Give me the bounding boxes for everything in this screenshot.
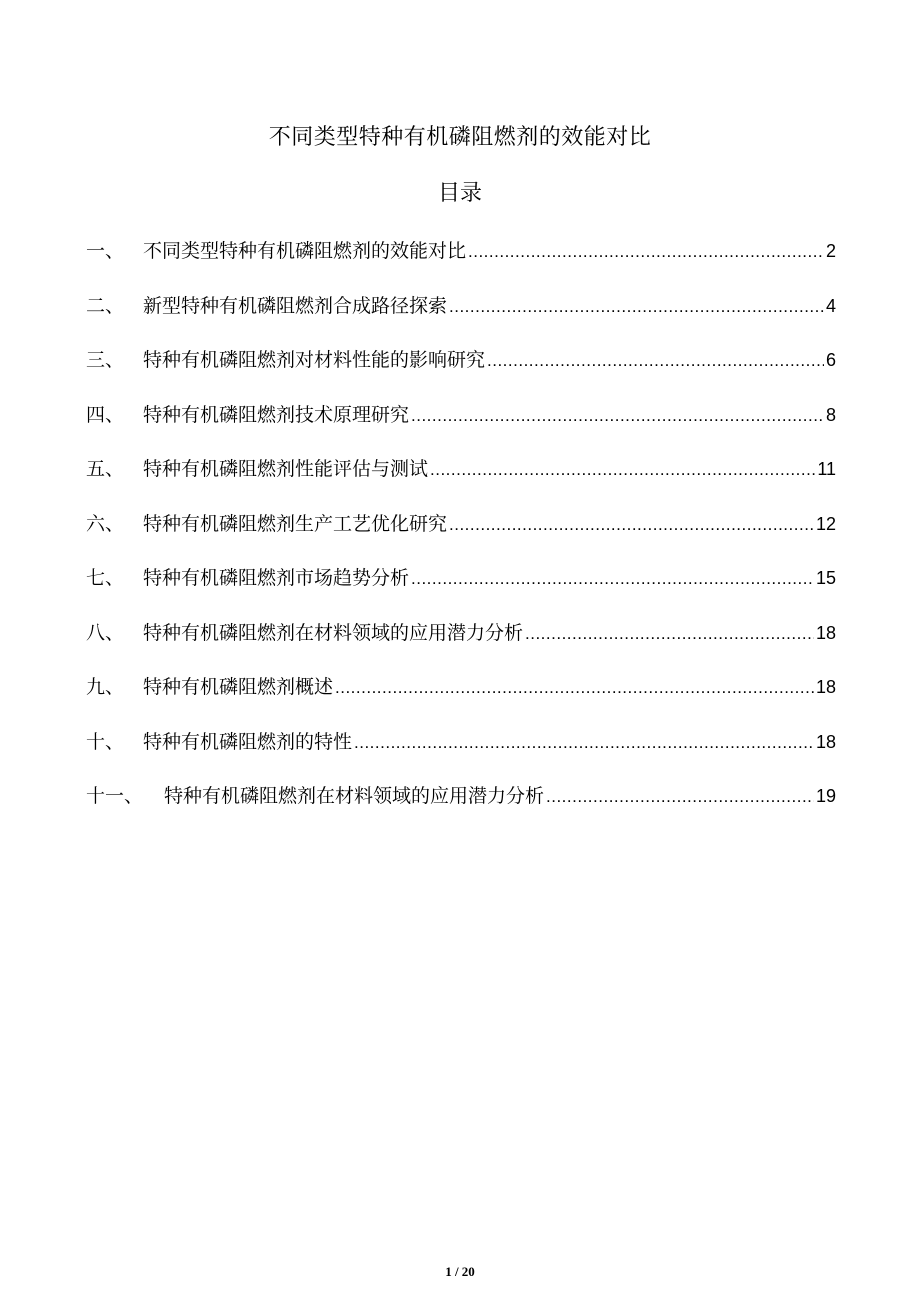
toc-entry-page: 19 [815,786,836,806]
toc-entry-page: 18 [815,731,836,752]
page-number-footer: 1 / 20 [445,1264,475,1279]
toc-entry-number: 十一、 [86,785,144,807]
toc-entry[interactable] [86,563,836,618]
toc-dot-leader [487,346,824,376]
document-title: 不同类型特种有机磷阻燃剂的效能对比 [268,125,652,150]
toc-entry-page: 2 [825,241,836,261]
toc-entry[interactable] [86,400,836,455]
toc-entry-title: 特种有机磷阻燃剂对材料性能的影响研究 [143,349,486,371]
toc-entry[interactable] [86,781,836,836]
toc-entry-page: 18 [815,677,836,697]
toc-dot-leader [430,455,815,485]
toc-entry-number: 六、 [86,512,125,535]
toc-entry-title: 特种有机磷阻燃剂生产工艺优化研究 [143,512,448,535]
toc-dot-leader [468,237,824,267]
toc-entry-number: 七、 [86,567,125,589]
toc-entry-number: 五、 [86,458,125,480]
toc-entry-number: 二、 [86,294,125,317]
toc-dot-leader [546,782,814,812]
toc-entry-title: 特种有机磷阻燃剂性能评估与测试 [143,458,429,480]
toc-dot-leader [335,673,814,703]
toc-dot-leader [411,401,824,431]
toc-entry-page: 12 [815,513,836,534]
toc-dot-leader [525,619,814,649]
table-of-contents [86,236,836,836]
toc-dot-leader [354,728,814,758]
toc-entry-page: 6 [825,350,836,370]
toc-dot-leader [411,564,814,594]
toc-entry-title: 特种有机磷阻燃剂在材料领域的应用潜力分析 [143,621,524,644]
toc-entry[interactable] [86,509,836,564]
toc-dot-leader [449,510,814,540]
toc-entry-page: 18 [815,622,836,643]
toc-entry-page: 4 [825,295,836,316]
toc-entry[interactable] [86,291,836,346]
toc-entry-title: 不同类型特种有机磷阻燃剂的效能对比 [143,240,467,262]
toc-entry-number: 三、 [86,349,125,371]
toc-entry[interactable] [86,618,836,673]
toc-entry-title: 特种有机磷阻燃剂市场趋势分析 [143,567,410,589]
toc-entry[interactable] [86,672,836,727]
toc-entry[interactable] [86,454,836,509]
toc-entry[interactable] [86,345,836,400]
toc-entry-page: 11 [817,459,836,479]
toc-entry-number: 九、 [86,676,125,698]
toc-entry-number: 一、 [86,240,125,262]
toc-entry-page: 15 [815,568,836,588]
toc-entry-page: 8 [825,404,836,425]
toc-entry-title: 新型特种有机磷阻燃剂合成路径探索 [143,294,448,317]
toc-dot-leader [449,292,824,322]
toc-entry-number: 十、 [86,730,125,753]
toc-entry[interactable] [86,236,836,291]
toc-entry-title: 特种有机磷阻燃剂的特性 [143,730,353,753]
toc-entry-title: 特种有机磷阻燃剂技术原理研究 [143,403,410,426]
toc-heading: 目录 [437,181,482,206]
toc-entry-number: 八、 [86,621,125,644]
toc-entry-title: 特种有机磷阻燃剂在材料领域的应用潜力分析 [164,785,545,807]
toc-entry-title: 特种有机磷阻燃剂概述 [143,676,334,698]
toc-entry-number: 四、 [86,403,125,426]
toc-entry[interactable] [86,727,836,782]
